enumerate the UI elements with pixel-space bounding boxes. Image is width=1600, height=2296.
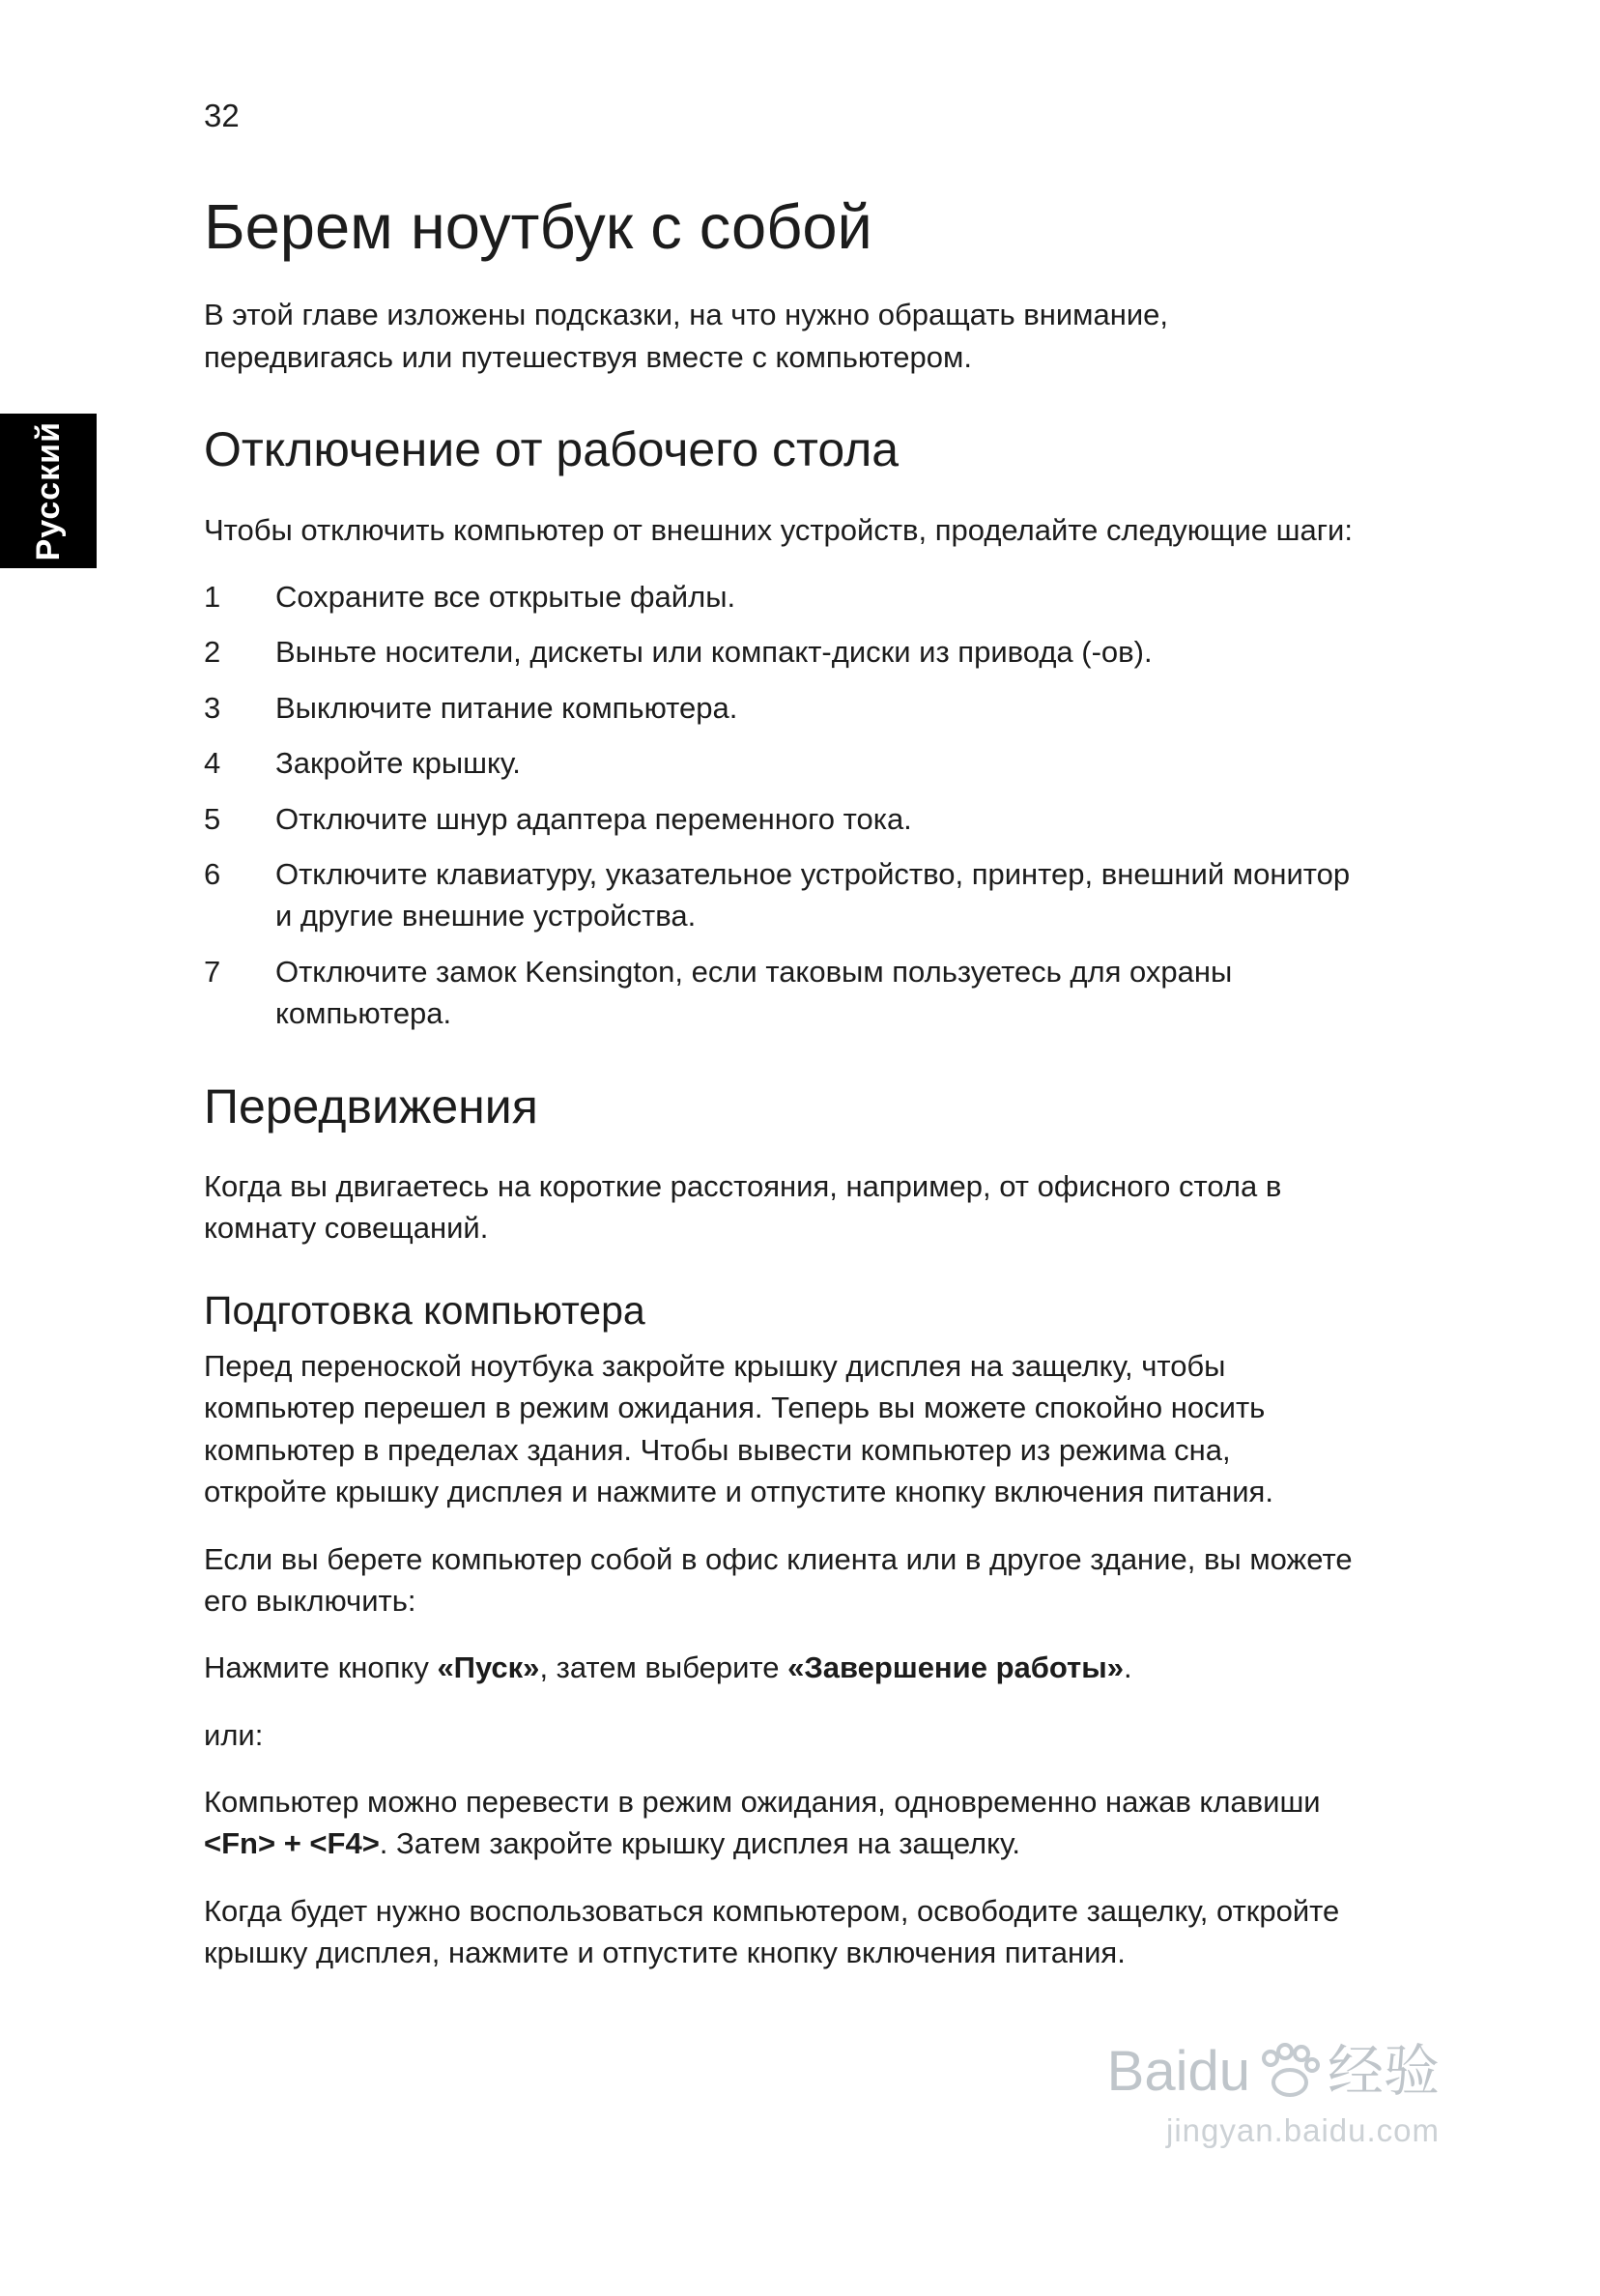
step-text: Выньте носители, дискеты или компакт-диски из привода (-ов).: [275, 635, 1153, 670]
step-item: [204, 798, 1356, 840]
step-item: [204, 742, 1356, 784]
paragraph: Перед переноской ноутбука закройте крышку дисплея на защелку, чтобы компьютер перешел в режим ожидания. Теперь вы можете спокойно носить компьютер в пределах здания. Чтобы вывести компьютер из режима сна, откройте крышку дисплея и нажмите и отпустите кнопку включения питания.: [204, 1348, 1273, 1509]
page-number: 32: [204, 98, 240, 133]
paragraph: Компьютер можно перевести в режим ожидания, одновременно нажав клавиши <Fn> + <F4>. Затем закройте крышку дисплея на защелку.: [204, 1785, 1321, 1861]
step-text: Сохраните все открытые файлы.: [275, 580, 736, 615]
step-text: Отключите замок Kensington, если таковым пользуетесь для охраны компьютера.: [275, 954, 1233, 1031]
paragraph: Если вы берете компьютер собой в офис клиента или в другое здание, вы можете его выключить:: [204, 1541, 1353, 1618]
paragraph: Нажмите кнопку «Пуск», затем выберите «Завершение работы».: [204, 1650, 1132, 1685]
step-text: Закройте крышку.: [275, 746, 521, 781]
language-tab: [0, 414, 97, 568]
section-heading-moving: Передвижения: [204, 1078, 538, 1134]
paragraph: Когда будет нужно воспользоваться компьютером, освободите защелку, откройте крышку дисплея, нажмите и отпустите кнопку включения питания.: [204, 1893, 1340, 1970]
watermark-brand: [1107, 2041, 1440, 2103]
step-text: Отключите шнур адаптера переменного тока.: [275, 801, 912, 836]
step-text: Выключите питание компьютера.: [275, 690, 738, 725]
step-number: 3: [204, 690, 221, 725]
section-heading-disconnecting: Отключение от рабочего стола: [204, 422, 900, 477]
step-number: 6: [204, 856, 221, 891]
step-number: 4: [204, 746, 221, 781]
section-disconnect-lead: Чтобы отключить компьютер от внешних устройств, проделайте следующие шаги:: [204, 512, 1353, 547]
step-text: Отключите клавиатуру, указательное устройство, принтер, внешний монитор и другие внешние устройства.: [275, 856, 1351, 933]
step-item: [204, 631, 1356, 673]
step-number: 2: [204, 635, 221, 670]
watermark: [1107, 2041, 1440, 2149]
language-tab-label: Русский: [29, 420, 67, 561]
step-item: [204, 576, 1356, 617]
intro-paragraph: В этой главе изложены подсказки, на что нужно обращать внимание, передвигаясь или путешествуя вместе с компьютером.: [204, 298, 1169, 374]
step-item: [204, 687, 1356, 729]
paragraph: или:: [204, 1717, 264, 1752]
baidu-paw-icon: [1258, 2043, 1320, 2099]
watermark-brand-latin: Baidu: [1106, 2040, 1250, 2103]
steps-list: [204, 576, 1356, 1035]
step-item: [204, 951, 1356, 1035]
page-content: [204, 97, 1356, 1999]
step-item: [204, 853, 1356, 937]
watermark-domain: jingyan.baidu.com: [1166, 2111, 1440, 2148]
page-title: Берем ноутбук с собой: [204, 190, 872, 262]
step-number: 7: [204, 954, 221, 989]
subsection-heading-preparing: Подготовка компьютера: [204, 1287, 645, 1333]
section-moving-lead: Когда вы двигаетесь на короткие расстояния, например, от офисного стола в комнату совещаний.: [204, 1169, 1282, 1246]
step-number: 1: [204, 580, 221, 615]
step-number: 5: [204, 801, 221, 836]
watermark-brand-cn: 经验: [1327, 2040, 1440, 2103]
